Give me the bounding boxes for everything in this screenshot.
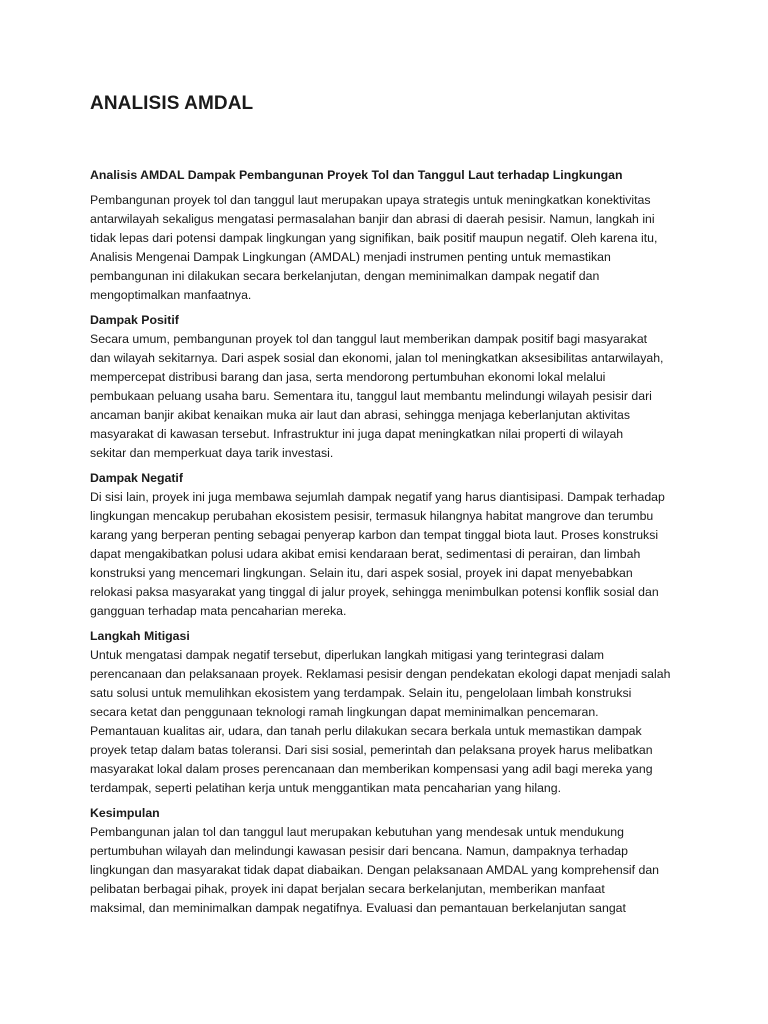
text-line: pembukaan peluang usaha baru. Sementara itu, tanggul laut membantu melindungi wilayah pesisir dari	[90, 389, 652, 403]
text-line: Di sisi lain, proyek ini juga membawa sejumlah dampak negatif yang harus diantisipasi. Dampak terhadap	[90, 490, 665, 504]
text-line: pertumbuhan wilayah dan melindungi kawasan pesisir dari bencana. Namun, dampaknya terhadap	[90, 844, 628, 858]
text-line: sekitar dan memperkuat daya tarik investasi.	[90, 446, 334, 460]
text-line: maksimal, dan meminimalkan dampak negatifnya. Evaluasi dan pemantauan berkelanjutan sangat	[90, 901, 626, 915]
text-line: dapat mengakibatkan polusi udara akibat emisi kendaraan berat, sedimentasi di perairan, dan limbah	[90, 547, 641, 561]
section-dampak-positif	[90, 311, 682, 463]
text-line: pembangunan ini dilakukan secara berkelanjutan, dengan meminimalkan dampak negatif dan	[90, 269, 600, 283]
page-title: ANALISIS AMDAL	[90, 93, 254, 114]
text-line: lingkungan dan masyarakat tidak dapat diabaikan. Dengan pelaksanaan AMDAL yang komprehensif dan	[90, 863, 659, 877]
text-line: terdampak, seperti pelatihan kerja untuk menggantikan mata pencaharian yang hilang.	[90, 781, 561, 795]
text-line: tidak lepas dari potensi dampak lingkungan yang signifikan, baik positif maupun negatif. Oleh karena itu,	[90, 231, 658, 245]
text-line: Secara umum, pembangunan proyek tol dan tanggul laut memberikan dampak positif bagi masyarakat	[90, 332, 648, 346]
section-heading: Dampak Positif	[90, 313, 179, 327]
section-heading: Dampak Negatif	[90, 471, 183, 485]
text-line: mengoptimalkan manfaatnya.	[90, 288, 252, 302]
text-line: lingkungan mencakup perubahan ekosistem pesisir, termasuk hilangnya habitat mangrove dan terumbu	[90, 509, 654, 523]
text-line: antarwilayah sekaligus mengatasi permasalahan banjir dan abrasi di daerah pesisir. Namun, langkah ini	[90, 212, 655, 226]
section-langkah-mitigasi	[90, 627, 682, 798]
text-line: secara ketat dan penggunaan teknologi ramah lingkungan dapat meminimalkan pencemaran.	[90, 705, 599, 719]
text-line: dan wilayah sekitarnya. Dari aspek sosial dan ekonomi, jalan tol meningkatkan aksesibilitas antarwilayah,	[90, 351, 664, 365]
document-subtitle: Analisis AMDAL Dampak Pembangunan Proyek Tol dan Tanggul Laut terhadap Lingkungan	[90, 168, 623, 182]
text-line: pelibatan berbagai pihak, proyek ini dapat berjalan secara berkelanjutan, memberikan manfaat	[90, 882, 605, 896]
text-line: gangguan terhadap mata pencaharian mereka.	[90, 604, 347, 618]
text-line: karang yang berperan penting sebagai penyerap karbon dan tempat tinggal biota laut. Proses konstruksi	[90, 528, 659, 542]
section-heading: Kesimpulan	[90, 806, 160, 820]
text-line: masyarakat lokal dalam proses perencanaan dan memberikan kompensasi yang adil bagi mereka yang	[90, 762, 653, 776]
text-line: Untuk mengatasi dampak negatif tersebut, diperlukan langkah mitigasi yang terintegrasi dalam	[90, 648, 605, 662]
text-line: satu solusi untuk memulihkan ekosistem yang terdampak. Selain itu, pengelolaan limbah konstruksi	[90, 686, 632, 700]
text-line: konstruksi yang mencemari lingkungan. Selain itu, dari aspek sosial, proyek ini dapat menyebabkan	[90, 566, 633, 580]
text-line: ancaman banjir akibat kenaikan muka air laut dan abrasi, sehingga menjaga keberlanjutan aktivitas	[90, 408, 631, 422]
text-line: mempercepat distribusi barang dan jasa, serta mendorong pertumbuhan ekonomi lokal melalui	[90, 370, 606, 384]
text-line: perencanaan dan pelaksanaan proyek. Reklamasi pesisir dengan pendekatan ekologi dapat menjadi salah	[90, 667, 671, 681]
intro-paragraph	[90, 191, 682, 305]
text-line: Analisis Mengenai Dampak Lingkungan (AMDAL) menjadi instrumen penting untuk memastikan	[90, 250, 611, 264]
text-line: Pembangunan jalan tol dan tanggul laut merupakan kebutuhan yang mendesak untuk mendukung	[90, 825, 624, 839]
text-line: masyarakat di kawasan tersebut. Infrastruktur ini juga dapat meningkatkan nilai properti di wilayah	[90, 427, 624, 441]
text-line: proyek tetap dalam batas toleransi. Dari sisi sosial, pemerintah dan pelaksana proyek harus melibatkan	[90, 743, 653, 757]
section-kesimpulan	[90, 804, 682, 918]
text-line: Pembangunan proyek tol dan tanggul laut merupakan upaya strategis untuk meningkatkan konektivitas	[90, 193, 651, 207]
text-line: relokasi paksa masyarakat yang tinggal di jalur proyek, sehingga menimbulkan potensi konflik sosial dan	[90, 585, 659, 599]
section-dampak-negatif	[90, 469, 682, 621]
section-heading: Langkah Mitigasi	[90, 629, 190, 643]
text-line: Pemantauan kualitas air, udara, dan tanah perlu dilakukan secara berkala untuk memastikan dampak	[90, 724, 642, 738]
document-body	[90, 166, 682, 924]
